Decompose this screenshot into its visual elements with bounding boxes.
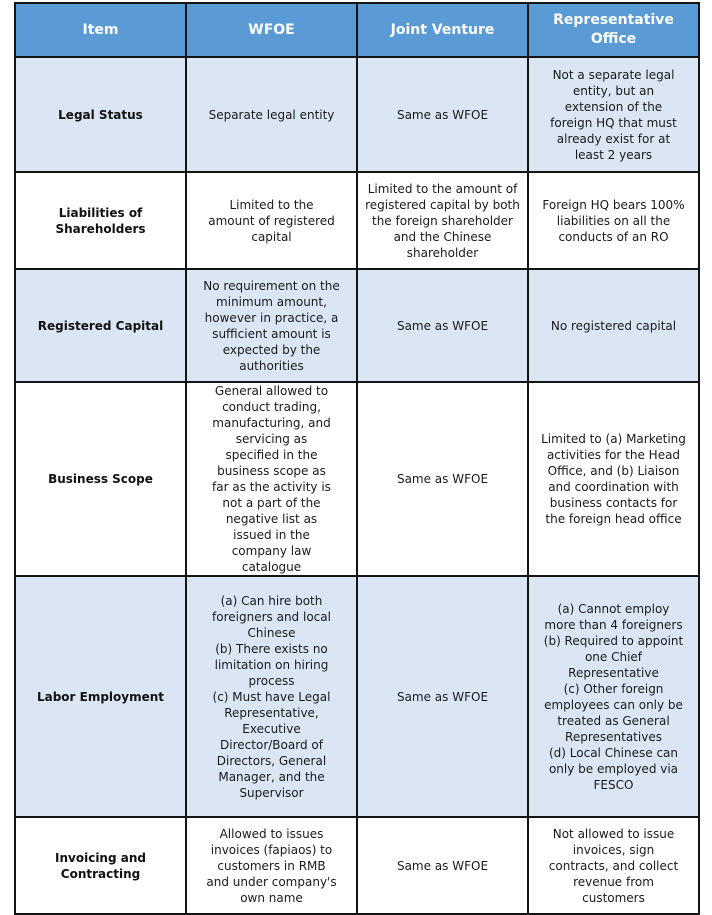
cell-representative-office: Foreign HQ bears 100% liabilities on all the conducts of an RO — [528, 172, 699, 269]
header-item: Item — [15, 3, 186, 57]
ro-labor-point-a: (a) Cannot employ more than 4 foreigners — [544, 601, 683, 632]
cell-item: Business Scope — [15, 382, 186, 576]
cell-joint-venture: Limited to the amount of registered capital by both the foreign shareholder and the Chinese shareholder — [357, 172, 528, 269]
ro-labor-point-b: (b) Required to appoint one Chief Representative — [543, 633, 684, 680]
row-business-scope — [15, 382, 699, 576]
cell-item: Legal Status — [15, 57, 186, 172]
cell-representative-office: Limited to (a) Marketing activities for the Head Office, and (b) Liaison and coordination with business contacts for the foreign head office — [528, 382, 699, 576]
comparison-table — [14, 2, 700, 915]
row-legal-status — [15, 57, 699, 172]
row-liabilities — [15, 172, 699, 269]
wfoe-labor-point-b: (b) There exists no limitation on hiring process — [214, 641, 329, 688]
cell-representative-office: Not allowed to issue invoices, sign contracts, and collect revenue from customers — [528, 817, 699, 914]
wfoe-labor-point-c: (c) Must have Legal Representative, Executive Director/Board of Directors, General Manager, and the Supervisor — [212, 689, 331, 800]
header-joint-venture: Joint Venture — [357, 3, 528, 57]
cell-representative-office: No registered capital — [528, 269, 699, 382]
row-labor-employment — [15, 576, 699, 817]
cell-joint-venture: Same as WFOE — [357, 269, 528, 382]
cell-wfoe: General allowed to conduct trading, manufacturing, and servicing as specified in the business scope as far as the activity is not a part of the negative list as issued in the company law catalogue — [186, 382, 357, 576]
cell-joint-venture: Same as WFOE — [357, 817, 528, 914]
cell-item: Invoicing and Contracting — [15, 817, 186, 914]
cell-representative-office — [528, 576, 699, 817]
wfoe-labor-point-a: (a) Can hire both foreigners and local Chinese — [212, 593, 331, 640]
ro-labor-point-c: (c) Other foreign employees can only be treated as General Representatives — [544, 681, 683, 744]
cell-joint-venture: Same as WFOE — [357, 57, 528, 172]
header-wfoe: WFOE — [186, 3, 357, 57]
cell-wfoe — [186, 576, 357, 817]
cell-wfoe: No requirement on the minimum amount, however in practice, a sufficient amount is expected by the authorities — [186, 269, 357, 382]
cell-representative-office: Not a separate legal entity, but an extension of the foreign HQ that must already exist for at least 2 years — [528, 57, 699, 172]
row-invoicing — [15, 817, 699, 914]
cell-wfoe: Separate legal entity — [186, 57, 357, 172]
row-registered-capital — [15, 269, 699, 382]
header-row — [15, 3, 699, 57]
header-representative-office: Representative Office — [528, 3, 699, 57]
cell-item: Registered Capital — [15, 269, 186, 382]
cell-joint-venture: Same as WFOE — [357, 382, 528, 576]
cell-wfoe: Allowed to issues invoices (fapiaos) to customers in RMB and under company's own name — [186, 817, 357, 914]
cell-item: Liabilities of Shareholders — [15, 172, 186, 269]
cell-joint-venture: Same as WFOE — [357, 576, 528, 817]
cell-wfoe: Limited to the amount of registered capital — [186, 172, 357, 269]
ro-labor-point-d: (d) Local Chinese can only be employed via FESCO — [548, 745, 679, 792]
cell-item: Labor Employment — [15, 576, 186, 817]
